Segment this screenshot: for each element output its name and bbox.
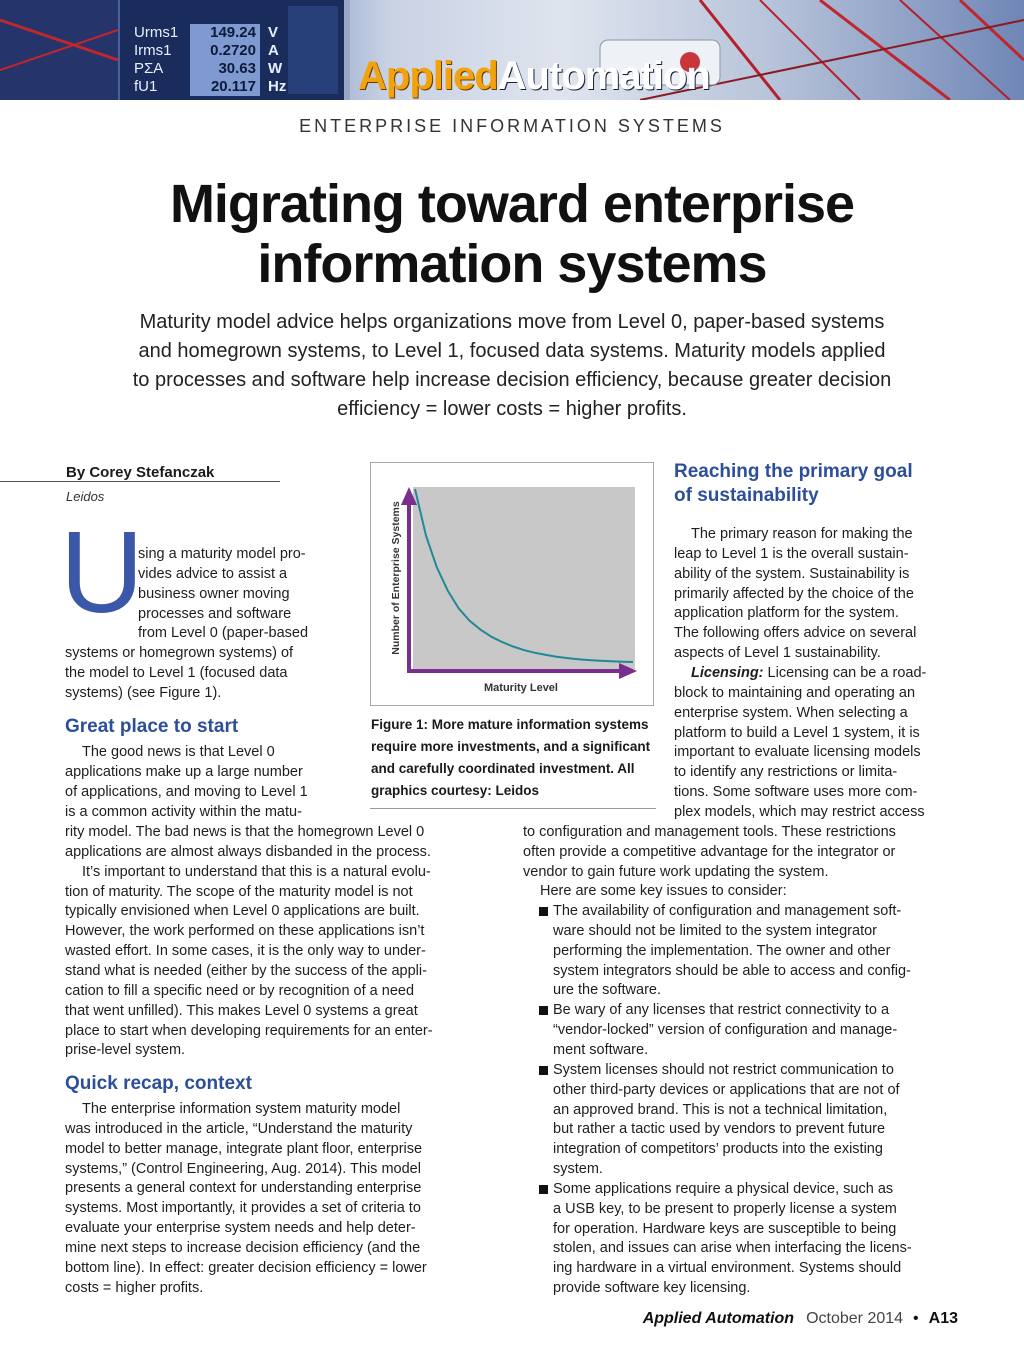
bullet-square-icon xyxy=(539,1066,548,1075)
subhead-primary-goal: Reaching the primary goal xyxy=(674,461,913,482)
meter-reading xyxy=(134,60,334,80)
body-line: It’s important to understand that this is a natural evolu- xyxy=(82,863,431,880)
body-line: typically envisioned when Level 0 applications are built. xyxy=(65,903,420,920)
bullet-line: integration of competitors’ products into the existing xyxy=(553,1141,883,1158)
meter-unit: Hz xyxy=(268,78,287,95)
meter-reading xyxy=(134,24,334,44)
bullet-line: a USB key, to be present to properly license a system xyxy=(553,1200,897,1217)
bullet-line: provide software key licensing. xyxy=(553,1280,751,1297)
body-line: The enterprise information system maturity model xyxy=(82,1101,401,1117)
title-line-1: Migrating toward enterprise xyxy=(169,174,855,234)
body-line: However, the work performed on these applications isn’t xyxy=(65,923,425,940)
bullet-line: other third-party devices or applications that are not of xyxy=(553,1081,900,1098)
byline-author: By Corey Stefanczak xyxy=(66,464,215,481)
subhead-primary-goal: of sustainability xyxy=(674,485,819,506)
maturity-chart xyxy=(371,463,655,707)
body-line: The following offers advice on several xyxy=(674,625,917,642)
meter-label: PΣA xyxy=(134,60,164,77)
body-line: bottom line). In effect: greater decision efficiency = lower xyxy=(65,1259,427,1276)
meter-reading xyxy=(134,78,334,98)
magazine-logo xyxy=(358,54,710,99)
bullet-line: Be wary of any licenses that restrict connectivity to a xyxy=(553,1002,890,1019)
figure-caption: Figure 1: More mature information systems require more investments, and a significant and carefully coordinated investment. All graphics courtesy: Leidos xyxy=(371,717,651,798)
meter-value: 30.63 xyxy=(190,60,260,78)
body-line: tion of maturity. The scope of the maturity model is not xyxy=(65,883,413,900)
plot-background xyxy=(413,487,635,669)
body-line: systems. Most importantly, it provides a set of criteria to xyxy=(65,1200,421,1217)
article-deck xyxy=(96,308,928,424)
body-line: that went unfilled). This makes Level 0 systems a great xyxy=(65,1002,418,1019)
bullet-line: an approved brand. This is not a technical limitation, xyxy=(553,1101,888,1118)
intro-line: systems or homegrown systems) of xyxy=(65,645,294,661)
meter-reading xyxy=(134,42,334,62)
bullet-line: ment software. xyxy=(553,1041,649,1058)
bullet-line: system integrators should be able to access and config- xyxy=(553,962,911,979)
x-axis-label: Maturity Level xyxy=(484,682,558,694)
bullet-line: for operation. Hardware keys are susceptible to being xyxy=(553,1220,897,1237)
body-line: application platform for the system. xyxy=(674,605,899,622)
licensing-text: Licensing can be a road- xyxy=(763,664,927,681)
body-line: prise-level system. xyxy=(65,1042,186,1059)
bullet-line: ing hardware in a virtual environment. Systems should xyxy=(553,1260,902,1277)
deck-line: to processes and software help increase decision efficiency, because greater decision xyxy=(132,369,892,391)
body-line: ability of the system. Sustainability is xyxy=(674,565,910,582)
figure-rule xyxy=(370,808,656,809)
bullet-line: Some applications require a physical device, such as xyxy=(553,1180,894,1197)
body-line: mine next steps to increase decision efficiency (and the xyxy=(65,1239,421,1256)
drop-cap: U xyxy=(60,507,144,637)
bullet-line: System licenses should not restrict communication to xyxy=(553,1061,894,1078)
body-line: stand what is needed (either by the success of the appli- xyxy=(65,962,427,979)
body-line: important to evaluate licensing models xyxy=(674,744,921,761)
logo-automation: Automation xyxy=(497,54,710,98)
intro-line: the model to Level 1 (focused data xyxy=(65,664,288,681)
header-banner xyxy=(0,0,1024,100)
body-line: platform to build a Level 1 system, it is xyxy=(674,724,920,741)
body-line: is a common activity within the matu- xyxy=(65,803,302,820)
section-label: ENTERPRISE INFORMATION SYSTEMS xyxy=(299,116,725,136)
body-line: to identify any restrictions or limita- xyxy=(674,764,898,781)
deck-line: and homegrown systems, to Level 1, focused data systems. Maturity models applied xyxy=(138,340,886,362)
logo-applied: Applied xyxy=(358,54,498,98)
bullet-line: performing the implementation. The owner and other xyxy=(553,942,891,959)
footer-date: October 2014 xyxy=(806,1310,904,1327)
body-line: wasted effort. In some cases, it is the only way to under- xyxy=(65,943,426,960)
bullet-square-icon xyxy=(539,1006,548,1015)
bullet-line: ure the software. xyxy=(553,982,661,999)
intro-line: processes and software xyxy=(138,605,292,622)
subhead-quick-recap: Quick recap, context xyxy=(65,1073,252,1094)
issues-intro: Here are some key issues to consider: xyxy=(540,883,787,899)
body-line: block to maintaining and operating an xyxy=(674,684,916,701)
body-line: vendor to gain future work updating the system. xyxy=(523,863,829,880)
byline-organization: Leidos xyxy=(66,489,105,504)
bullet-line: stolen, and issues can arise when interfacing the licens- xyxy=(553,1240,912,1257)
meter-value: 20.117 xyxy=(190,78,260,96)
page-number: A13 xyxy=(928,1310,958,1327)
body-line: leap to Level 1 is the overall sustain- xyxy=(674,545,909,562)
body-line: often provide a competitive advantage for the integrator or xyxy=(523,843,896,860)
meter-label: fU1 xyxy=(134,78,158,95)
body-line: costs = higher profits. xyxy=(65,1279,204,1296)
byline-rule xyxy=(0,481,280,482)
body-line: The good news is that Level 0 xyxy=(82,744,275,760)
body-line: rity model. The bad news is that the homegrown Level 0 xyxy=(65,824,425,840)
body-line: was introduced in the article, “Understand the maturity xyxy=(65,1120,413,1137)
intro-line: systems) (see Figure 1). xyxy=(65,684,222,701)
bullet-line: but rather a tactic used by vendors to prevent future xyxy=(553,1121,886,1138)
intro-line: from Level 0 (paper-based xyxy=(138,625,309,642)
bullet-line: “vendor-locked” version of configuration and manage- xyxy=(553,1022,898,1039)
meter-label: Urms1 xyxy=(134,24,179,41)
body-line: primarily affected by the choice of the xyxy=(674,585,914,602)
deck-line: efficiency = lower costs = higher profits. xyxy=(337,398,687,420)
body-line: presents a general context for understanding enterprise xyxy=(65,1180,422,1197)
body-line: aspects of Level 1 sustainability. xyxy=(674,645,881,662)
licensing-label: Licensing: xyxy=(691,664,764,681)
body-line: plex models, which may restrict access xyxy=(674,803,925,820)
meter-unit: A xyxy=(268,42,279,59)
body-line: applications are almost always disbanded in the process. xyxy=(65,843,431,860)
body-line: cation to fill a specific need or by recognition of a need xyxy=(65,982,415,999)
body-line: tions. Some software uses more com- xyxy=(674,784,918,801)
deck-line: Maturity model advice helps organizations move from Level 0, paper-based systems xyxy=(139,311,885,333)
bullet-line: The availability of configuration and management soft- xyxy=(553,903,902,919)
page-footer xyxy=(643,1310,958,1328)
bullet-square-icon xyxy=(539,907,548,916)
body-line: enterprise system. When selecting a xyxy=(674,704,908,721)
body-line: systems,” (Control Engineering, Aug. 2014). This model xyxy=(65,1160,421,1177)
intro-line: sing a maturity model pro- xyxy=(138,546,306,562)
body-line: evaluate your enterprise system needs and help deter- xyxy=(65,1220,416,1237)
body-line: applications make up a large number xyxy=(65,763,303,780)
bullet-line: ware should not be limited to the system integrator xyxy=(553,922,877,939)
meter-label: Irms1 xyxy=(134,42,172,59)
meter-value: 149.24 xyxy=(190,24,260,42)
footer-publication: Applied Automation xyxy=(642,1310,795,1327)
bullet-square-icon xyxy=(539,1185,548,1194)
body-line: to configuration and management tools. These restrictions xyxy=(523,824,896,840)
bullet-line: system. xyxy=(553,1161,603,1178)
title-line-2: information systems xyxy=(257,234,767,294)
licensing-line xyxy=(691,663,926,683)
figure-1 xyxy=(370,462,654,706)
body-line: The primary reason for making the xyxy=(691,526,913,542)
intro-line: business owner moving xyxy=(138,585,290,602)
article-title xyxy=(60,174,964,294)
body-line: of applications, and moving to Level 1 xyxy=(65,783,308,800)
y-axis-label: Number of Enterprise Systems xyxy=(390,501,402,655)
meter-value: 0.2720 xyxy=(190,42,260,60)
body-line: place to start when developing requirements for an enter- xyxy=(65,1022,433,1039)
subhead-great-place: Great place to start xyxy=(65,716,239,737)
body-line: model to better manage, integrate plant floor, enterprise xyxy=(65,1140,423,1157)
meter-unit: W xyxy=(268,60,283,77)
footer-separator: • xyxy=(913,1310,919,1327)
power-meter-display xyxy=(120,0,350,100)
meter-unit: V xyxy=(268,24,279,41)
intro-line: vides advice to assist a xyxy=(138,565,288,582)
